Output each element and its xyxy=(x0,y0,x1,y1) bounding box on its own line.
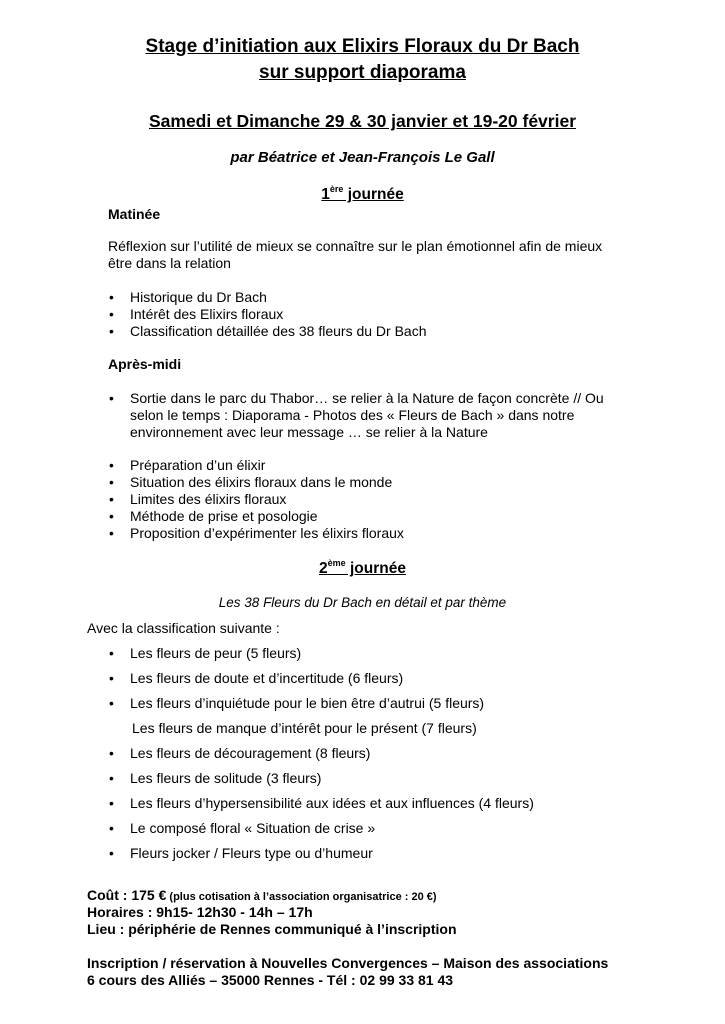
list-item-text: Intérêt des Elixirs floraux xyxy=(130,306,284,322)
morning-heading: Matinée xyxy=(108,206,161,222)
bullet: • xyxy=(109,645,114,661)
list-item-text: Proposition d’expérimenter les élixirs floraux xyxy=(130,525,404,541)
list-item-text: Limites des élixirs floraux xyxy=(130,491,287,507)
list-item-text: Les fleurs d’hypersensibilité aux idées et aux influences (4 fleurs) xyxy=(130,795,534,811)
address: 6 cours des Alliés – 35000 Rennes - Tél : 02 99 33 81 43 xyxy=(87,972,454,988)
intro-line-2: être dans la relation xyxy=(108,255,231,271)
bullet: • xyxy=(109,770,114,786)
intro-line-1: Réflexion sur l’utilité de mieux se connaître sur le plan émotionnel afin de mieux xyxy=(108,238,603,254)
title-line-1: Stage d’initiation aux Elixirs Floraux du Dr Bach xyxy=(145,36,580,57)
afternoon-list xyxy=(0,457,725,547)
bullet: • xyxy=(109,795,114,811)
list-item-text: Fleurs jocker / Fleurs type ou d’humeur xyxy=(130,845,373,861)
list-item-text: Les fleurs de doute et d’incertitude (6 fleurs) xyxy=(130,670,404,686)
bullet: • xyxy=(109,820,114,836)
list-item-text: Historique du Dr Bach xyxy=(130,289,267,305)
list-item-text: Situation des élixirs floraux dans le monde xyxy=(130,474,393,490)
list-item-text: Classification détaillée des 38 fleurs du Dr Bach xyxy=(130,323,427,339)
day2-subtitle: Les 38 Fleurs du Dr Bach en détail et par thème xyxy=(218,595,507,610)
day2-number: 2 xyxy=(319,560,328,577)
list-item-text: Les fleurs de solitude (3 fleurs) xyxy=(130,770,322,786)
day2-word: journée xyxy=(345,560,406,577)
list-item-text: Méthode de prise et posologie xyxy=(130,508,318,524)
bullet: • xyxy=(109,695,114,711)
bullet: • xyxy=(109,474,114,490)
day1-number: 1 xyxy=(321,186,330,203)
bullet: • xyxy=(109,289,114,305)
outing-line-2: selon le temps : Diaporama - Photos des « Fleurs de Bach » dans notre xyxy=(130,407,575,423)
place: Lieu : périphérie de Rennes communiqué à l’inscription xyxy=(87,921,457,937)
list-item-text: Les fleurs d’inquiétude pour le bien être d’autrui (5 fleurs) xyxy=(130,695,485,711)
booking: Inscription / réservation à Nouvelles Convergences – Maison des associations xyxy=(87,955,609,971)
bullet: • xyxy=(109,390,114,406)
list-item-text: Les fleurs de peur (5 fleurs) xyxy=(130,645,302,661)
day1-sup: ère xyxy=(329,184,344,194)
outing-line-3: environnement avec leur message … se relier à la Nature xyxy=(130,424,488,440)
title-line-2: sur support diaporama xyxy=(259,62,466,83)
list-item-text: Les fleurs de manque d’intérêt pour le présent (7 fleurs) xyxy=(132,720,477,736)
cost-note: (plus cotisation à l’association organisatrice : 20 €) xyxy=(166,891,437,903)
bullet: • xyxy=(109,508,114,524)
list-item-text: Le composé floral « Situation de crise » xyxy=(130,820,376,836)
bullet: • xyxy=(109,525,114,541)
bullet: • xyxy=(109,745,114,761)
bullet: • xyxy=(109,306,114,322)
bullet: • xyxy=(109,845,114,861)
authors: par Béatrice et Jean-François Le Gall xyxy=(230,149,495,166)
bullet: • xyxy=(109,491,114,507)
bullet: • xyxy=(109,670,114,686)
day1-word: journée xyxy=(343,186,404,203)
afternoon-heading: Après-midi xyxy=(108,356,182,372)
bullet: • xyxy=(109,323,114,339)
day2-sup: ème xyxy=(327,558,346,568)
list-item-text: Les fleurs de découragement (8 fleurs) xyxy=(130,745,371,761)
list-item-text: Préparation d’un élixir xyxy=(130,457,266,473)
bullet: • xyxy=(109,457,114,473)
cost-line xyxy=(87,887,437,903)
outing-item xyxy=(0,390,725,445)
day2-lead: Avec la classification suivante : xyxy=(87,620,280,636)
dates: Samedi et Dimanche 29 & 30 janvier et 19-20 février xyxy=(148,111,577,131)
cost: Coût : 175 € xyxy=(87,887,167,903)
hours: Horaires : 9h15- 12h30 - 14h – 17h xyxy=(87,904,313,920)
day2-heading xyxy=(0,558,725,578)
day1-heading xyxy=(0,184,725,204)
morning-list xyxy=(0,289,725,349)
day2-list xyxy=(0,645,725,865)
outing-line-1: Sortie dans le parc du Thabor… se relier à la Nature de façon concrète // Ou xyxy=(130,390,604,406)
